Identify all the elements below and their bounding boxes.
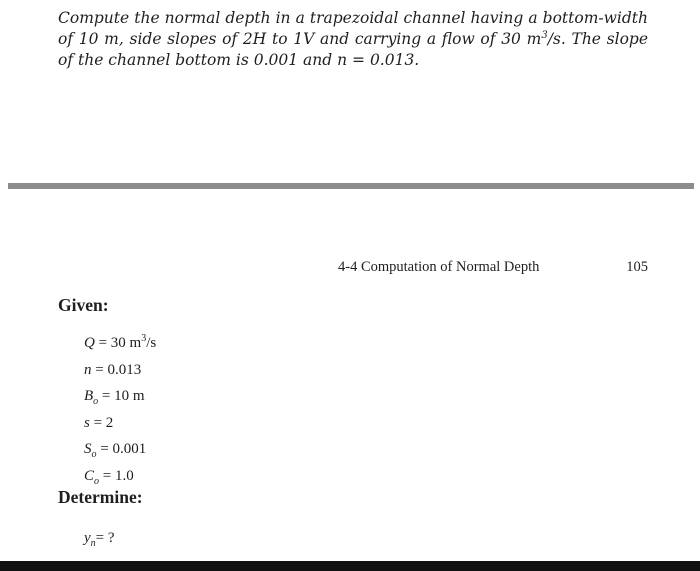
given-list [84, 333, 156, 492]
given-item-bottom-width [84, 386, 156, 413]
determine-heading: Determine: [58, 487, 143, 507]
page-number: 105 [626, 259, 648, 275]
given-item-side-slope [84, 413, 156, 440]
given-item-bottom-slope [84, 439, 156, 466]
page-divider [8, 183, 694, 189]
problem-exponent: 3 [541, 29, 548, 41]
given-exponent: 3 [141, 333, 147, 344]
unknown-normal-depth [84, 530, 115, 549]
given-heading: Given: [58, 295, 109, 315]
given-value: = 0.013 [95, 361, 142, 378]
given-item-flow [84, 333, 156, 360]
section-title: 4-4 Computation of Normal Depth [338, 259, 540, 275]
given-symbol: s [84, 414, 90, 431]
given-value: = 30 m [98, 335, 142, 351]
unknown-symbol: $y_n$ [84, 530, 96, 549]
given-item-manning-n [84, 360, 156, 387]
given-value: = 1.0 [102, 467, 134, 484]
given-symbol: $C_o$ [84, 467, 100, 487]
problem-text-part1: Compute the normal depth in a trapezoidal channel having a bottom-width of 10 m, side slopes of 2H to 1V and carrying a flow of 30 m [58, 9, 648, 48]
given-symbol: Q [84, 335, 95, 351]
given-symbol: $B_o$ [84, 388, 99, 407]
given-symbol: n [84, 361, 92, 378]
running-head [338, 259, 648, 276]
problem-text-part2: /s. The slope of the channel bottom is 0.001 and n = 0.013. [58, 30, 649, 69]
unknown-value: = ? [95, 530, 115, 546]
given-symbol: $S_o$ [84, 441, 97, 460]
given-value: = 0.001 [100, 441, 147, 457]
bottom-bar [0, 561, 700, 571]
given-unit-tail: /s [146, 335, 157, 351]
given-value: = 2 [93, 414, 114, 431]
given-value: = 10 m [101, 388, 145, 404]
problem-statement [58, 8, 648, 71]
